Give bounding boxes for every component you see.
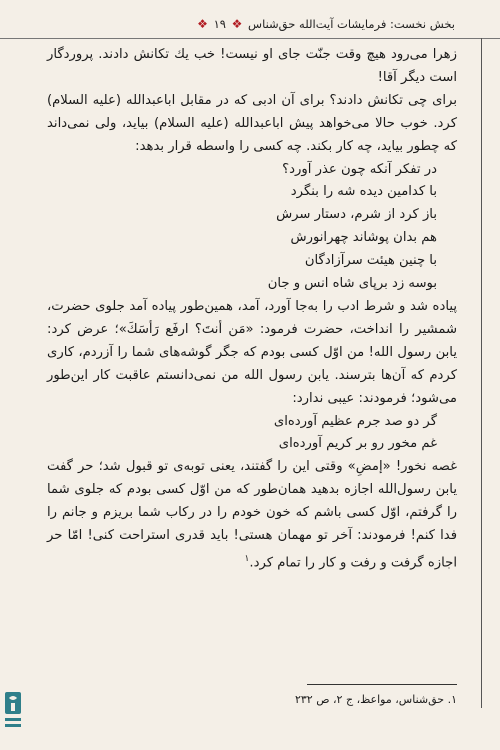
header-divider xyxy=(0,38,500,39)
footnote: ۱. حق‌شناس، مواعظ، ج ۲، ص ۲۳۲ xyxy=(294,693,457,706)
page-number: ۱۹ xyxy=(213,17,226,31)
verse-line: در تفکر آنکه چون عذر آورد؟ xyxy=(282,161,437,177)
verse-line: با چنین هیئت سرآزادگان xyxy=(304,253,437,269)
verse-line: با کدامین دیده شه را بنگرد xyxy=(290,184,437,200)
paragraph: برای چی تکانش دادند؟ برای آن ادبی که در مقابل اباعبدالله (علیه السلام) کرد. خوب حالا می‌خواهد پیش اباعبدالله (علیه السلام) بیاید، ولی نمی‌داند که چطور بیاید، چه کار بکند. چه کسی را واسطه قرار بدهد: xyxy=(47,92,457,154)
footnote-marker[interactable]: ۱ xyxy=(244,553,250,564)
verse-line: غم مخور رو بر کریم آورده‌ای xyxy=(278,436,437,452)
header-ornament-icon: ❖ xyxy=(197,17,208,31)
verse-line: گر دو صد جرم عظیم آورده‌ای xyxy=(273,413,437,429)
running-header xyxy=(35,16,455,32)
paragraph: پیاده شد و شرط ادب را به‌جا آورد، آمد، همین‌طور پیاده آمد جلوی حضرت، شمشیر را انداخت، حضرت فرمود: «مَن أنتَ؟ ارفَع رَأسَكَ»؛ عرض کرد: یابن رسول الله! من اوّل کسی بودم که جگر گوشه‌های شما را آزردم، کاری کردم که آن‌ها بترسند. یابن رسول الله من نمی‌دانستم عاقبت کار این‌طور می‌شود؛ فرمودند: عیبی ندارد: xyxy=(47,298,457,406)
verse-line: باز کرد از شرم، دستار سرش xyxy=(276,207,437,223)
margin-rule xyxy=(481,38,482,708)
publisher-logo xyxy=(3,690,25,730)
header-title: بخش نخست: فرمایشات آیت‌الله حق‌شناس xyxy=(248,17,455,31)
verse-line: بوسه زد برپای شاه انس و جان xyxy=(267,276,437,292)
paragraph: غصه نخور! «إمضِ» وقتی این را گفتند، یعنی توبه‌ی تو قبول شد؛ حر گفت یابن رسول‌الله اجازه بدهید همان‌طور که من اوّل کسی بودم که جلوی شما را گرفتم، اوّل کسی باشم که خون خودم را در رکاب شما بریزم و جانم را فدا کنم! فرمودند: آخر تو مهمان هستی! باید قدری استراحت کنی! امّا حر اجازه گرفت و رفت و کار را تمام کرد.$^۱$ xyxy=(47,459,457,571)
header-ornament-icon: ❖ xyxy=(231,17,243,31)
paragraph: زهرا می‌رود هیچ وقت جنّت جای او نیست! خب یك تکانش دادند. پروردگار است دیگر آقا! xyxy=(47,47,457,85)
verse-line: هم بدان پوشاند چهرانورش xyxy=(290,230,437,246)
main-text xyxy=(47,44,457,575)
footnote-divider xyxy=(307,684,457,685)
